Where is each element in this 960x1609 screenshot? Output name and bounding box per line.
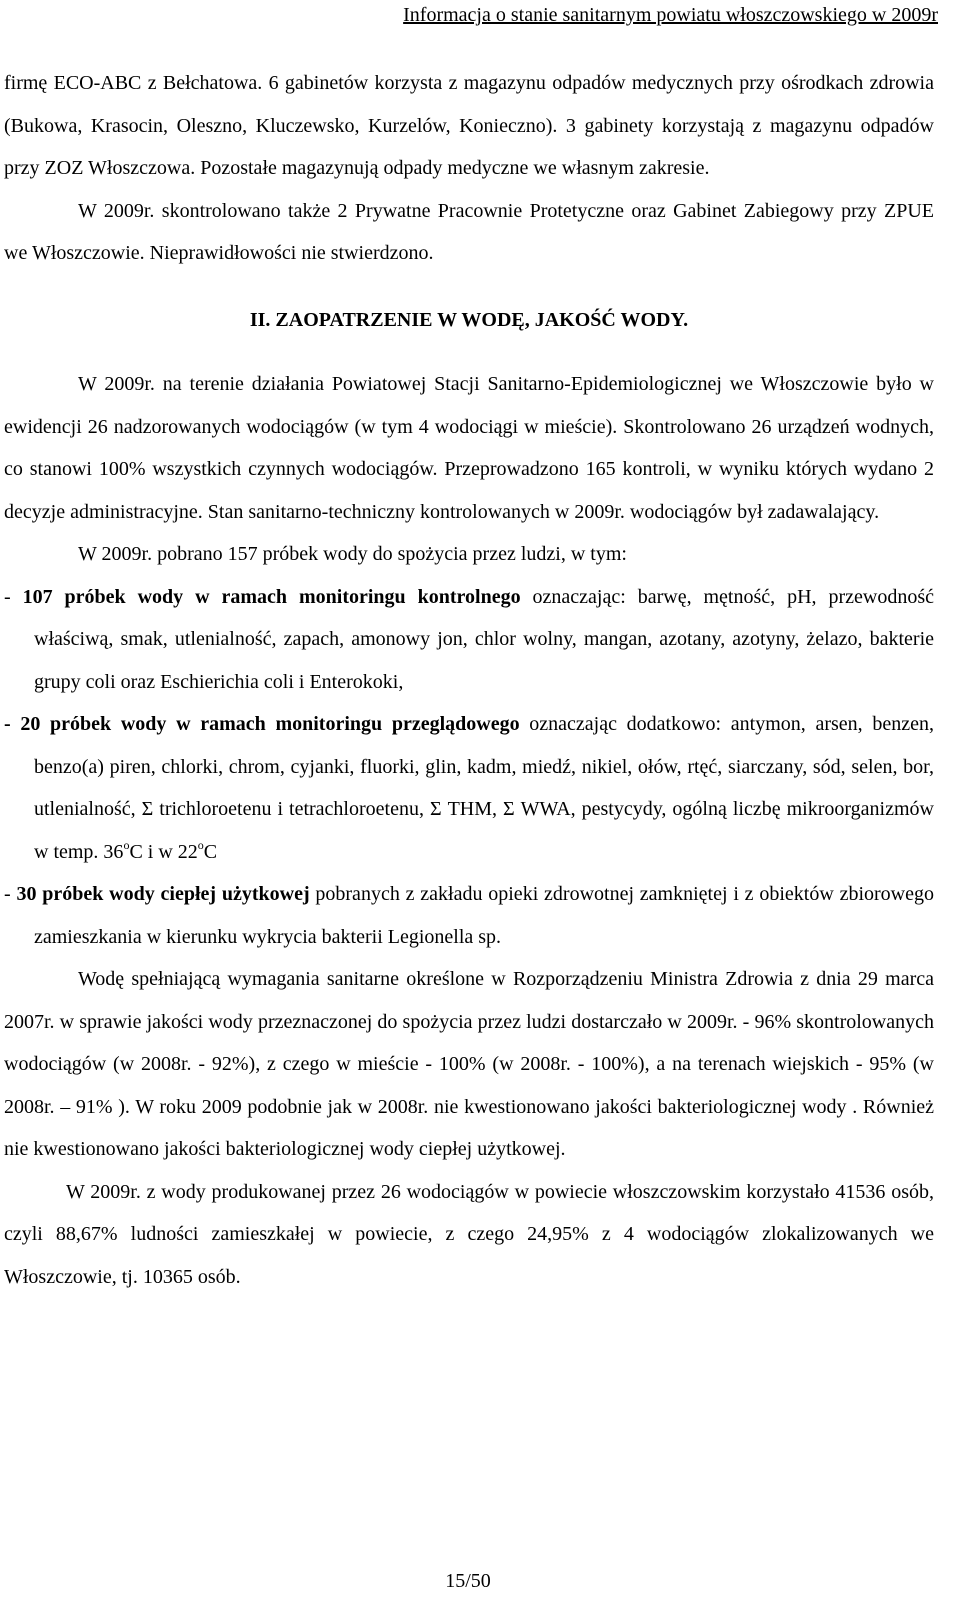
list-item-bold: 107 próbek wody w ramach monitoringu kontrolnego — [22, 585, 521, 608]
list-item-bold: - 20 próbek wody w ramach monitoringu przeglądowego — [4, 713, 520, 735]
list-item-text: C i w 22 — [129, 840, 198, 863]
degree-sup: o — [197, 837, 204, 852]
degree-sup: o — [123, 837, 130, 852]
running-header: Informacja o stanie sanitarnym powiatu włoszczowskiego w 2009r — [403, 4, 938, 26]
list-item-review-monitoring — [4, 703, 934, 873]
paragraph-inspections: W 2009r. skontrolowano także 2 Prywatne Pracownie Protetyczne oraz Gabinet Zabiegowy przy ZPUE we Włoszczowie. Nieprawidłowości nie stwierdzono. — [4, 199, 934, 264]
list-item-hot-water — [4, 873, 934, 958]
list-item-text: pobranych z zakładu opieki zdrowotnej zamkniętej i z obiektów zbiorowego zamieszkania w kierunku wykrycia bakterii Legionella sp. — [34, 883, 934, 948]
paragraph-waterworks: W 2009r. na terenie działania Powiatowej Stacji Sanitarno-Epidemiologicznej we Włoszczowie było w ewidencji 26 nadzorowanych wodociągów (w tym 4 wodociągi w mieście). Skontrolowano 26 urządzeń wodnych, co stanowi 100% wszystkich czynnych wodociągów. Przeprowadzono 165 kontroli, w wyniku których wydano 2 decyzje administracyjne. Stan sanitarno-techniczny kontrolowanych w 2009r. wodociągów był zadawalający. — [4, 373, 934, 523]
page-number: 15/50 — [445, 1570, 491, 1592]
paragraph-waste: firmę ECO-ABC z Bełchatowa. 6 gabinetów korzysta z magazynu odpadów medycznych przy ośrodkach zdrowia (Bukowa, Krasocin, Oleszno, Kluczewsko, Kurzelów, Konieczno). 3 gabinety korzystają z magazynu odpadów przy ZOZ Włoszczowa. Pozostałe magazynują odpady medyczne we własnym zakresie. — [4, 72, 934, 179]
list-item-control-monitoring — [4, 576, 934, 704]
paragraph-samples-intro: W 2009r. pobrano 157 próbek wody do spożycia przez ludzi, w tym: — [78, 543, 627, 565]
list-item-bold: 30 próbek wody ciepłej użytkowej — [16, 883, 310, 905]
list-item-text: C — [203, 840, 218, 863]
list-dash: - — [4, 585, 23, 608]
list-item-text: oznaczając: barwę, mętność, pH, przewodność właściwą, smak, utlenialność, zapach, amonowy jon, chlor wolny, mangan, azotany, azotyny, żelazo, bakterie grupy coli oraz Eschierichia coli i Enterokoki, — [34, 585, 934, 693]
spacer — [4, 345, 934, 363]
paragraph-population: W 2009r. z wody produkowanej przez 26 wodociągów w powiecie włoszczowskim korzystało 41536 osób, czyli 88,67% ludności zamieszkałej w powiecie, z czego 24,95% z 4 wodociągów zlokalizowanych we Włoszczowie, tj. 10365 osób. — [4, 1180, 934, 1288]
paragraph-water-quality: Wodę spełniającą wymagania sanitarne określone w Rozporządzeniu Ministra Zdrowia z dnia 29 marca 2007r. w sprawie jakości wody przeznaczonej do spożycia przez ludzi dostarczało w 2009r. - 96% skontrolowanych wodociągów (w 2008r. - 92%), z czego w mieście - 100% (w 2008r. - 100%), a na terenach wiejskich - 95% (w 2008r. – 91% ). W roku 2009 podobnie jak w 2008r. nie kwestionowano jakości bakteriologicznej wody . Również nie kwestionowano jakości bakteriologicznej wody ciepłej użytkowej. — [4, 968, 934, 1160]
section-heading: II. ZAOPATRZENIE W WODĘ, JAKOŚĆ WODY. — [249, 308, 689, 331]
document-body — [4, 62, 934, 1298]
spacer — [4, 275, 934, 293]
list-dash: - — [4, 883, 17, 905]
list-item-text: oznaczając dodatkowo: antymon, arsen, benzen, benzo(a) piren, chlorki, chrom, cyjanki, fluorki, glin, kadm, miedź, nikiel, ołów, rtęć, siarczany, sód, selen, bor, utlenialność, Σ trichloroetenu i tetrachloroetenu, Σ THM, Σ WWA, pestycydy, ogólną liczbę mikroorganizmów w temp. 36 — [34, 713, 935, 863]
